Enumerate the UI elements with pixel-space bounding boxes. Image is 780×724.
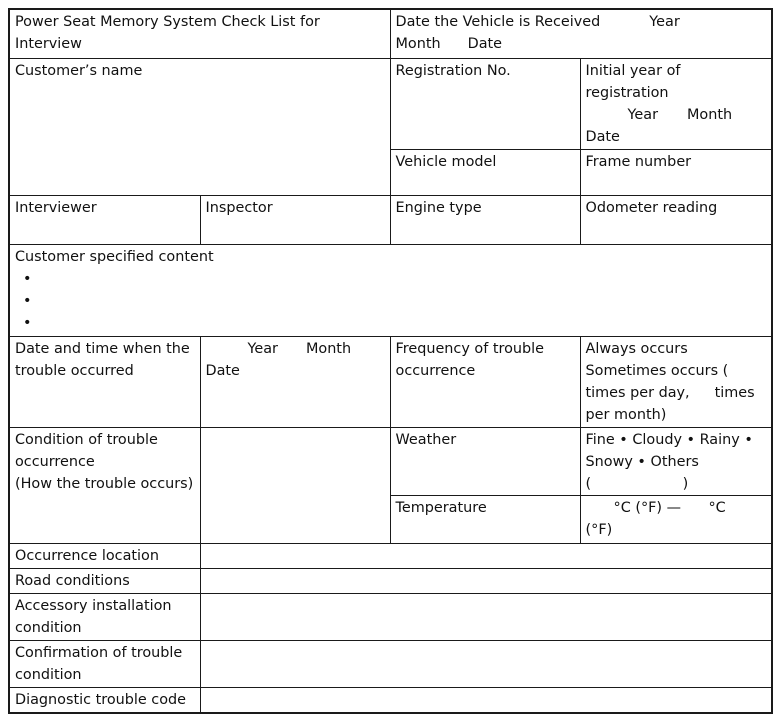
weather-label: Weather: [395, 431, 457, 448]
interviewer-cell: [9, 195, 200, 244]
form-title: Power Seat Memory System Check List for Interview: [15, 14, 320, 52]
date-time-trouble-label-cell: [9, 336, 200, 427]
customer-specified-content-cell: [9, 244, 772, 336]
condition-label-cell: [9, 427, 200, 543]
frequency-sometimes: Sometimes occurs (: [585, 362, 729, 379]
registration-no-cell: [390, 58, 580, 149]
weather-options-line2: Snowy • Others: [585, 453, 699, 470]
frequency-value-cell: [580, 336, 772, 427]
vehicle-model-label: Vehicle model: [395, 153, 497, 170]
temperature-range: °C (°F) — °C: [613, 499, 726, 516]
date-time-trouble-value-cell: [200, 336, 390, 427]
confirmation-label: Confirmation of trouble condition: [15, 644, 183, 683]
frequency-label-cell: [390, 336, 580, 427]
odometer-label: Odometer reading: [585, 199, 718, 216]
interviewer-label: Interviewer: [15, 199, 97, 216]
date-received-month: Month: [395, 36, 441, 52]
customer-name-label: Customer’s name: [15, 62, 143, 79]
date-time-trouble-label: Date and time when the trouble occurred: [15, 340, 190, 379]
list-item: •: [23, 270, 32, 287]
confirmation-label-cell: [9, 640, 200, 687]
temperature-label-cell: [390, 495, 580, 543]
vehicle-model-cell: [390, 149, 580, 195]
occurrence-location-value-cell: [200, 543, 772, 568]
condition-value-cell: [200, 427, 390, 543]
customer-name-cell: [9, 58, 390, 195]
dtc-label-cell: [9, 687, 200, 713]
confirmation-value-cell: [200, 640, 772, 687]
date-received-date: Date: [467, 36, 503, 52]
occurrence-location-label-cell: [9, 543, 200, 568]
engine-type-label: Engine type: [395, 199, 482, 216]
initial-year-month: Month: [686, 106, 733, 123]
list-item: •: [23, 314, 32, 331]
condition-sub-label: (How the trouble occurs): [15, 475, 194, 492]
date-received-year: Year: [649, 14, 680, 30]
interview-check-list-table: [8, 8, 773, 714]
initial-year-cell: [580, 58, 772, 149]
initial-year-label: Initial year of registration: [585, 62, 681, 101]
date-time-trouble-year: Year: [247, 340, 278, 357]
weather-others-blank: ( ): [585, 475, 689, 492]
dtc-value-cell: [200, 687, 772, 713]
initial-year-date: Date: [585, 128, 620, 145]
form-title-cell: [9, 9, 390, 58]
initial-year-year: Year: [627, 106, 658, 123]
accessory-installation-label-cell: [9, 593, 200, 640]
condition-label: Condition of trouble occurrence: [15, 431, 158, 470]
inspector-cell: [200, 195, 390, 244]
customer-specified-content-list: [15, 268, 766, 334]
date-time-trouble-month: Month: [305, 340, 352, 357]
date-received-label: Date the Vehicle is Received: [395, 14, 601, 30]
weather-label-cell: [390, 427, 580, 495]
frame-number-label: Frame number: [585, 153, 692, 170]
inspector-label: Inspector: [205, 199, 273, 216]
road-conditions-label-cell: [9, 568, 200, 593]
customer-specified-content-label: Customer specified content: [15, 248, 214, 265]
engine-type-cell: [390, 195, 580, 244]
temperature-label: Temperature: [395, 499, 487, 516]
frequency-times: times: [714, 384, 755, 401]
frame-number-cell: [580, 149, 772, 195]
accessory-installation-label: Accessory installation condition: [15, 597, 172, 636]
occurrence-location-label: Occurrence location: [15, 547, 159, 564]
road-conditions-value-cell: [200, 568, 772, 593]
weather-options-line1: Fine • Cloudy • Rainy •: [585, 431, 753, 448]
registration-no-label: Registration No.: [395, 62, 511, 79]
frequency-per-month: per month): [585, 406, 667, 423]
frequency-label: Frequency of trouble occurrence: [395, 340, 545, 379]
accessory-installation-value-cell: [200, 593, 772, 640]
frequency-always: Always occurs: [585, 340, 688, 357]
odometer-cell: [580, 195, 772, 244]
date-received-cell: [390, 9, 772, 58]
date-time-trouble-date: Date: [205, 362, 240, 379]
weather-value-cell: [580, 427, 772, 495]
temperature-unit: (°F): [585, 521, 613, 538]
temperature-value-cell: [580, 495, 772, 543]
frequency-per-day: times per day,: [585, 384, 690, 401]
list-item: •: [23, 292, 32, 309]
road-conditions-label: Road conditions: [15, 572, 130, 589]
dtc-label: Diagnostic trouble code: [15, 691, 187, 708]
